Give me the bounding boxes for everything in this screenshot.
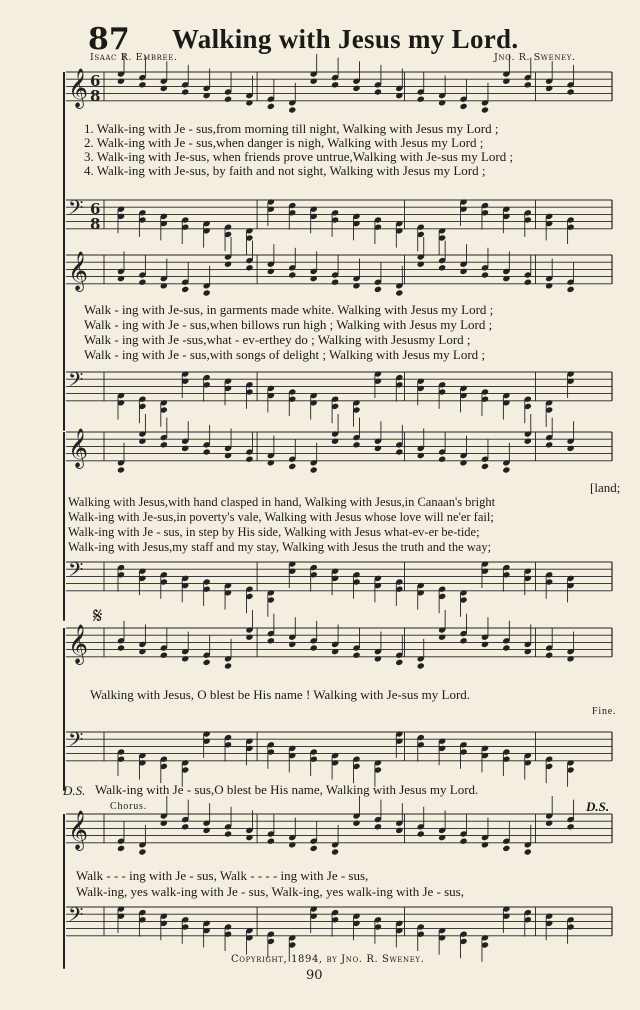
note-head [160,441,168,448]
treble-clef: 𝄞 [68,68,89,108]
note-head [374,823,382,830]
note-head [288,106,296,113]
verse-2-line-2: Walk - ing with Je - sus,when billows run high ; Walking with Jesus my Lord ; [84,317,493,332]
note-head [245,834,253,841]
verse-3-line-2: Walk - ing with Je -sus,what - ev-erthey do ; Walking with Jesusmy Lord ; [84,332,471,347]
note-head [438,99,446,106]
note-head [138,279,146,286]
chorus-lyric-1: Walk - - - ing with Je - sus, Walk - - - - ing with Je - sus, [76,868,369,883]
note-head [138,81,146,88]
note-head [267,459,275,466]
verse-3-line-1: 3. Walk-ing with Je-sus, when friends prove untrue,Walking with Je-sus my Lord ; [84,149,514,164]
note-head [438,456,446,463]
ds-label: D.S. [63,783,86,798]
note-head [417,830,425,837]
note-head [567,88,575,95]
note-head [545,441,553,448]
verse-2-line-1: 2. Walk-ing with Je - sus,when danger is nigh, Walking with Jesus my Lord ; [84,135,484,150]
refrain-line: Walking with Jesus, O blest be His name ! Walking with Je-sus my Lord. [90,687,471,702]
note-head [395,659,403,666]
note-head [245,456,253,463]
note-head [481,106,489,113]
treble-clef: 𝄞 [68,624,89,664]
note-head [481,271,489,278]
note-head [524,279,532,286]
time-signature: 6 [90,72,101,90]
note-head [502,845,510,852]
note-head [310,466,318,473]
note-head [117,78,125,85]
carry-over-word: [land; [590,480,621,495]
composer-credit: Jno. R. Sweney. [494,52,576,63]
note-head [117,845,125,852]
fine-mark: Fine. [592,706,617,717]
note-head [374,88,382,95]
time-signature: 8 [90,215,101,233]
note-head [181,823,189,830]
verse-3-line-3: Walk-ing with Je - sus, in step by His side, Walking with Jesus what-ev-er be-tide; [68,525,480,539]
note-head [395,289,403,296]
ds-mark: D.S. [586,799,610,814]
note-head [438,834,446,841]
note-head [331,648,339,655]
treble-clef: 𝄞 [68,810,89,850]
note-head [524,848,532,855]
bass-clef: 𝄢 [68,558,84,586]
note-head [310,78,318,85]
ds-lyric-line: Walk-ing with Je - sus,O blest be His name, Walking with Jesus my Lord. [95,782,479,797]
note-head [481,641,489,648]
note-head [481,463,489,470]
segno-sign: 𝄋 [93,604,103,629]
note-head [160,820,168,827]
note-head [117,466,125,473]
note-head [288,271,296,278]
note-head [224,662,232,669]
note-head [502,466,510,473]
note-head [417,96,425,103]
note-head [545,652,553,659]
note-head [160,282,168,289]
note-head [138,438,146,445]
note-head [352,820,360,827]
note-head [417,261,425,268]
note-head [331,438,339,445]
note-head [502,644,510,651]
note-head [545,85,553,92]
note-head [459,637,467,644]
note-head [245,264,253,271]
note-head [203,659,211,666]
note-head [288,641,296,648]
note-head [203,92,211,99]
note-head [181,655,189,662]
note-head [160,85,168,92]
note-head [310,644,318,651]
note-head [374,445,382,452]
note-head [224,830,232,837]
hymn-title: Walking with Jesus my Lord. [172,24,519,54]
note-head [224,452,232,459]
note-head [438,264,446,271]
verse-4-line-1: 4. Walk-ing with Je-sus, by faith and not sight, Walking with Jesus my Lord ; [84,163,486,178]
note-head [181,445,189,452]
verse-1-line-2: Walk - ing with Je-sus, in garments made white. Walking with Jesus my Lord ; [84,302,494,317]
treble-clef: 𝄞 [68,428,89,468]
note-head [224,261,232,268]
bass-clef: 𝄢 [68,903,84,931]
note-head [245,99,253,106]
note-head [395,92,403,99]
note-head [160,652,168,659]
note-head [117,275,125,282]
note-head [567,823,575,830]
note-head [459,838,467,845]
note-head [267,268,275,275]
verse-4-line-3: Walk-ing with Jesus,my staff and my stay, Walking with Jesus the truth and the way; [68,540,492,554]
note-head [138,648,146,655]
note-head [438,634,446,641]
note-head [288,463,296,470]
note-head [374,286,382,293]
note-head [331,848,339,855]
treble-clef: 𝄞 [68,251,89,291]
chorus-lyric-2: Walk-ing, yes walk-ing with Je - sus, Walk-ing, yes walk-ing with Je - sus, [76,884,464,899]
note-head [352,441,360,448]
note-head [502,275,510,282]
note-head [459,459,467,466]
note-head [267,637,275,644]
note-head [417,662,425,669]
note-head [352,85,360,92]
note-head [374,655,382,662]
note-head [203,289,211,296]
note-head [545,820,553,827]
note-head [181,88,189,95]
hymn-number: 87 [88,22,130,57]
note-head [181,286,189,293]
chorus-label: Chorus. [110,801,147,812]
note-head [245,634,253,641]
note-head [117,644,125,651]
note-head [567,445,575,452]
verse-2-line-3: Walk-ing with Je-sus,in poverty's vale, Walking with Jesus whose love will ne'er fail; [68,510,494,524]
note-head [310,275,318,282]
note-head [481,841,489,848]
note-head [203,448,211,455]
time-signature: 8 [90,87,101,105]
note-head [267,103,275,110]
bass-clef: 𝄢 [68,368,84,396]
note-head [567,286,575,293]
note-head [138,848,146,855]
bass-clef: 𝄢 [68,196,84,224]
verse-4-line-2: Walk - ing with Je - sus,with songs of delight ; Walking with Jesus my Lord ; [84,347,486,362]
note-head [395,827,403,834]
note-head [352,652,360,659]
note-head [331,279,339,286]
note-head [203,827,211,834]
time-signature: 6 [90,200,101,218]
note-head [524,438,532,445]
page-number: 90 [306,968,323,983]
note-head [331,81,339,88]
copyright-line: Copyright, 1894, by Jno. R. Sweney. [231,954,425,965]
lyricist-credit: Isaac R. Embree. [90,52,178,63]
note-head [395,448,403,455]
note-head [459,268,467,275]
verse-1-line-1: 1. Walk-ing with Je - sus,from morning till night, Walking with Jesus my Lord ; [84,121,499,136]
note-head [267,838,275,845]
note-head [224,96,232,103]
note-head [524,648,532,655]
bass-clef: 𝄢 [68,728,84,756]
verse-1-line-3: Walking with Jesus,with hand clasped in hand, Walking with Jesus,in Canaan's bright [68,495,496,509]
note-head [567,655,575,662]
note-head [459,103,467,110]
note-head [352,282,360,289]
note-head [545,282,553,289]
note-head [288,841,296,848]
note-head [417,452,425,459]
note-head [310,845,318,852]
note-head [502,78,510,85]
note-head [524,81,532,88]
